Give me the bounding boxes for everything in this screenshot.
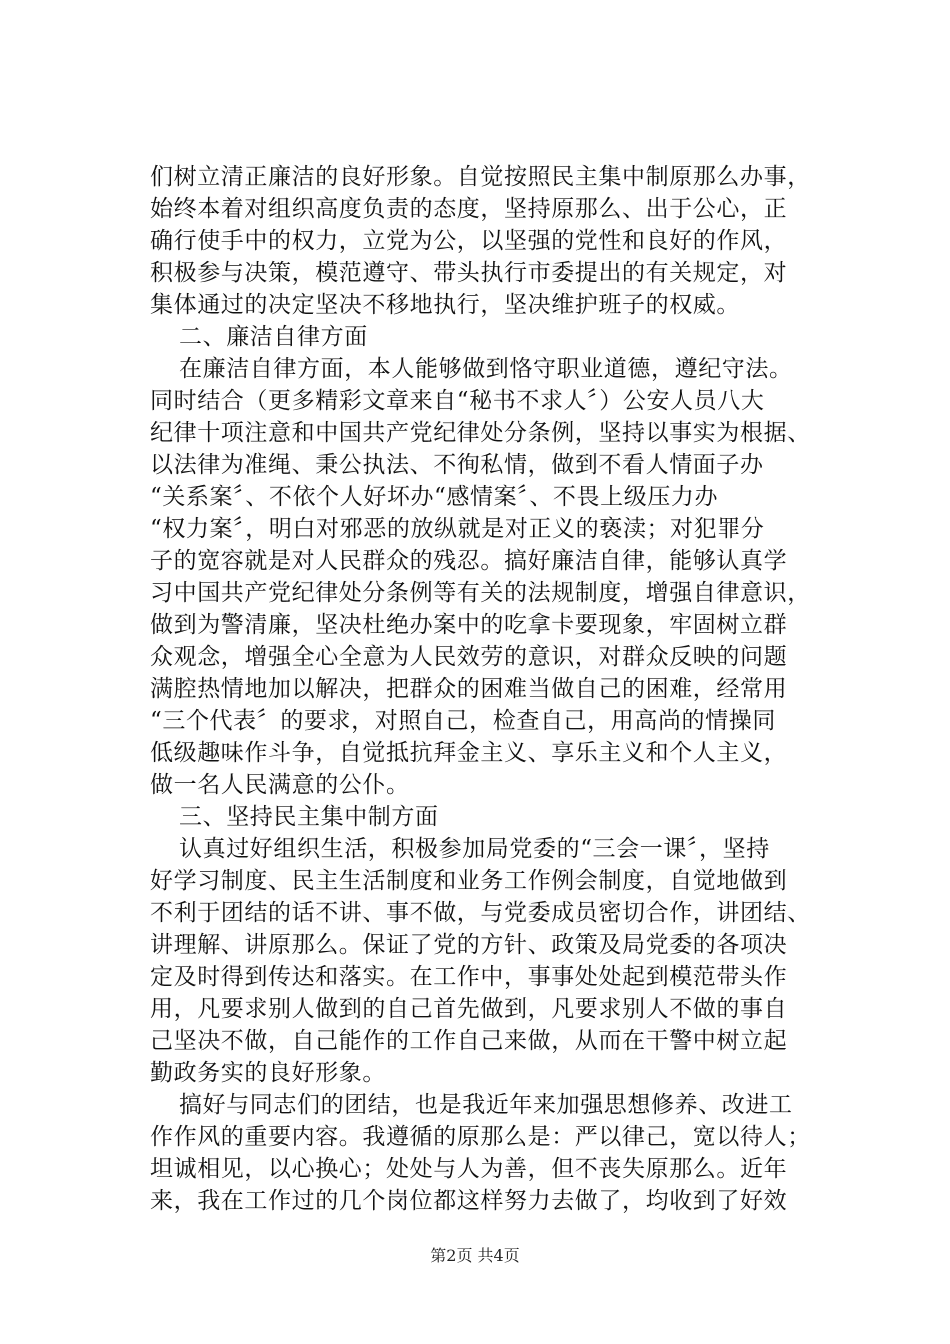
text-line: 己坚决不做，自己能作的工作自己来做，从而在干警中树立起 <box>150 1028 788 1054</box>
text-line: 确行使手中的权力，立党为公，以坚强的党性和良好的作风， <box>150 228 788 254</box>
text-line: 讲理解、讲原那么。保证了党的方针、政策及局党委的各项决 <box>150 932 788 958</box>
text-line: 始终本着对组织高度负责的态度，坚持原那么、出于公心，正 <box>150 196 788 222</box>
text-line: 作作风的重要内容。我遵循的原那么是：严以律己，宽以待人； <box>150 1124 811 1150</box>
text-line: 用，凡要求别人做到的自己首先做到，凡要求别人不做的事自 <box>150 996 788 1022</box>
text-line: 定及时得到传达和落实。在工作中，事事处处起到模范带头作 <box>150 964 788 990</box>
document-body <box>150 161 830 1217</box>
text-line: 做到为警清廉，坚决杜绝办案中的吃拿卡要现象，牢固树立群 <box>150 612 788 638</box>
text-line: 子的宽容就是对人民群众的残忍。搞好廉洁自律，能够认真学 <box>150 548 788 574</box>
text-line: 做一名人民满意的公仆。 <box>150 772 410 798</box>
text-line: 集体通过的决定坚决不移地执行，坚决维护班子的权威。 <box>150 292 740 318</box>
text-line: 勤政务实的良好形象。 <box>150 1060 386 1086</box>
text-line: 不利于团结的话不讲、事不做，与党委成员密切合作，讲团结、 <box>150 900 811 926</box>
text-line: 搞好与同志们的团结，也是我近年来加强思想修养、改进工 <box>179 1092 793 1118</box>
text-line: “权力案〞，明白对邪恶的放纵就是对正义的亵渎；对犯罪分 <box>150 516 765 542</box>
text-line: 们树立清正廉洁的良好形象。自觉按照民主集中制原那么办事， <box>150 164 811 190</box>
text-line: 好学习制度、民主生活制度和业务工作例会制度，自觉地做到 <box>150 868 788 894</box>
section-heading: 二、廉洁自律方面 <box>179 324 368 350</box>
text-line: 来，我在工作过的几个岗位都这样努力去做了，均收到了好效 <box>150 1188 788 1214</box>
text-line: 积极参与决策，模范遵守、带头执行市委提出的有关规定，对 <box>150 260 788 286</box>
text-line: 低级趣味作斗争，自觉抵抗拜金主义、享乐主义和个人主义， <box>150 740 788 766</box>
text-line: 在廉洁自律方面，本人能够做到恪守职业道德，遵纪守法。 <box>179 356 793 382</box>
text-line: “三个代表〞的要求，对照自己，检查自己，用高尚的情操同 <box>150 708 776 734</box>
text-line: 认真过好组织生活，积极参加局党委的“三会一课〞，坚持 <box>179 836 770 862</box>
page-number-footer: 第2页 共4页 <box>430 1246 520 1265</box>
section-heading: 三、坚持民主集中制方面 <box>179 804 439 830</box>
text-line: 众观念，增强全心全意为人民效劳的意识，对群众反映的问题 <box>150 644 788 670</box>
text-line: “关系案〞、不依个人好坏办“感情案〞、不畏上级压力办 <box>150 484 719 510</box>
text-line: 同时结合（更多精彩文章来自“秘书不求人〞）公安人员八大 <box>150 388 765 414</box>
text-line: 以法律为准绳、秉公执法、不徇私情，做到不看人情面子办 <box>150 452 764 478</box>
text-line: 坦诚相见，以心换心；处处与人为善，但不丧失原那么。近年 <box>150 1156 788 1182</box>
text-line: 满腔热情地加以解决，把群众的困难当做自己的困难，经常用 <box>150 676 788 702</box>
text-line: 习中国共产党纪律处分条例等有关的法规制度，增强自律意识， <box>150 580 811 606</box>
text-line: 纪律十项注意和中国共产党纪律处分条例，坚持以事实为根据、 <box>150 420 811 446</box>
